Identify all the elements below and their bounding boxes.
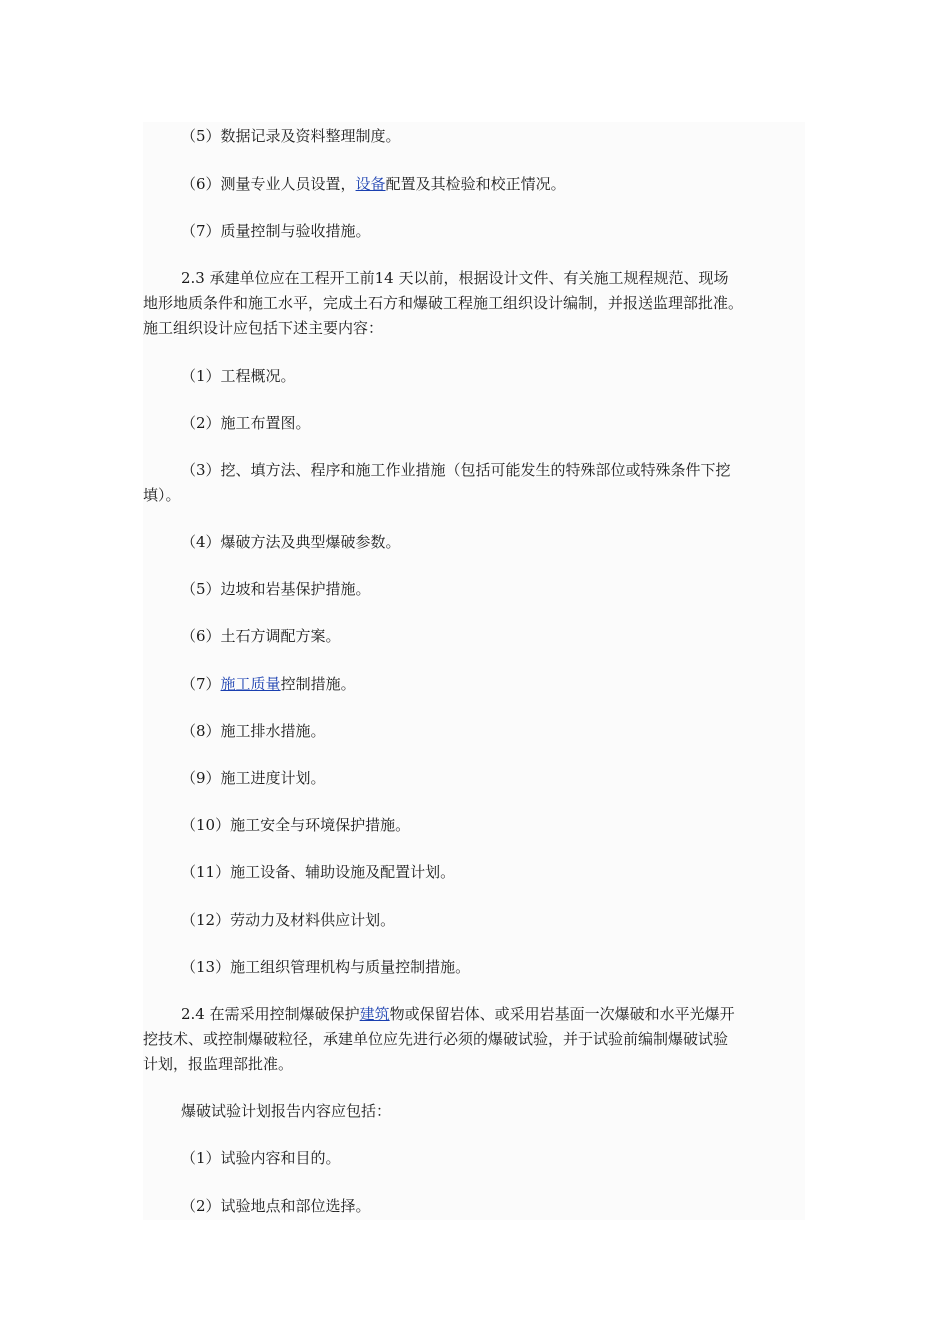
paragraph-blasting-method: （4）爆破方法及典型爆破参数。 (181, 533, 401, 551)
construction-quality-link[interactable]: 施工质量 (220, 675, 281, 693)
paragraph-2-4-line-1 (143, 1002, 805, 1026)
paragraph-test-location: （2）试验地点和部位选择。 (181, 1197, 371, 1215)
paragraph-organization: （13）施工组织管理机构与质量控制措施。 (181, 958, 471, 976)
text-segment: 控制措施。 (280, 675, 356, 693)
building-link[interactable]: 建筑 (359, 1005, 390, 1023)
text-segment: 2.4 在需采用控制爆破保护 (181, 1005, 360, 1023)
text-segment: 配置及其检验和校正情况。 (385, 175, 566, 193)
paragraph-record-system: （5）数据记录及资料整理制度。 (181, 127, 401, 145)
paragraph-2-4-line-2: 挖技术、或控制爆破粒径，承建单位应先进行必须的爆破试验，并于试验前编制爆破试验 (143, 1030, 729, 1048)
paragraph-2-4-line-3: 计划，报监理部批准。 (143, 1055, 294, 1073)
document-page (143, 122, 805, 1220)
paragraph-earthwork-plan: （6）土石方调配方案。 (181, 627, 341, 645)
paragraph-excavation-line-2: 填）。 (143, 486, 181, 504)
paragraph-test-plan-contents: 爆破试验计划报告内容应包括： (181, 1102, 392, 1120)
paragraph-excavation-line-1: （3）挖、填方法、程序和施工作业措施（包括可能发生的特殊部位或特殊条件下挖 (181, 461, 731, 479)
paragraph-schedule: （9）施工进度计划。 (181, 769, 326, 787)
text-segment: （7） (181, 675, 221, 693)
text-segment: （6）测量专业人员设置， (181, 175, 356, 193)
paragraph-project-overview: （1）工程概况。 (181, 367, 296, 385)
paragraph-layout-plan: （2）施工布置图。 (181, 414, 311, 432)
paragraph-equipment-plan: （11）施工设备、辅助设施及配置计划。 (181, 863, 456, 881)
paragraph-safety: （10）施工安全与环境保护措施。 (181, 816, 411, 834)
paragraph-drainage: （8）施工排水措施。 (181, 722, 326, 740)
paragraph-2-3-line-1: 2.3 承建单位应在工程开工前14 天以前，根据设计文件、有关施工规程规范、现场 (181, 269, 729, 287)
equipment-link[interactable]: 设备 (355, 175, 386, 193)
paragraph-test-objectives: （1）试验内容和目的。 (181, 1149, 341, 1167)
paragraph-labor-supply: （12）劳动力及材料供应计划。 (181, 911, 396, 929)
paragraph-construction-quality (143, 672, 805, 696)
paragraph-quality-control: （7）质量控制与验收措施。 (181, 222, 371, 240)
paragraph-2-3-line-2: 地形地质条件和施工水平，完成土石方和爆破工程施工组织设计编制，并报送监理部批准。 (143, 294, 744, 312)
paragraph-slope-protection: （5）边坡和岩基保护措施。 (181, 580, 371, 598)
text-segment: 物或保留岩体、或采用岩基面一次爆破和水平光爆开 (389, 1005, 735, 1023)
paragraph-2-3-line-3: 施工组织设计应包括下述主要内容： (143, 319, 384, 337)
paragraph-survey-staff (143, 172, 805, 196)
